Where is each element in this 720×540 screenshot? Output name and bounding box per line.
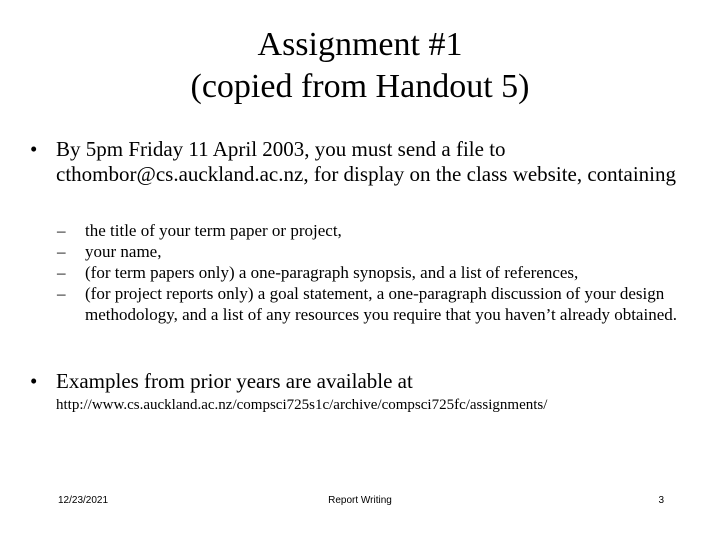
bullet-text: Examples from prior years are available at (56, 369, 413, 393)
dash-icon: – (57, 284, 66, 303)
bullet-icon: • (30, 369, 38, 393)
sub-bullet-text: your name, (85, 242, 162, 261)
bullet-text: By 5pm Friday 11 April 2003, you must send a file to cthombor@cs.auckland.ac.nz, for display on the class website, containing (56, 137, 676, 186)
title-line-2: (copied from Handout 5) (190, 68, 530, 105)
examples-url-link[interactable]: http://www.cs.auckland.ac.nz/compsci725s1c/archive/compsci725fc/assignments/ (56, 397, 548, 413)
dash-icon: – (57, 242, 66, 261)
sub-bullet-text: the title of your term paper or project, (85, 221, 342, 240)
slide-title (0, 24, 720, 108)
sub-bullet-text: (for project reports only) a goal statement, a one-paragraph discussion of your design methodology, and a list of any resources you require that you haven’t already obtained. (85, 284, 677, 324)
sub-bullet-item (57, 220, 687, 241)
dash-icon: – (57, 221, 66, 240)
sub-bullet-item (57, 262, 687, 283)
bullet-item-submission (30, 137, 700, 187)
sub-bullet-item (57, 241, 687, 262)
footer-date: 12/23/2021 (58, 495, 109, 506)
sub-bullet-text: (for term papers only) a one-paragraph synopsis, and a list of references, (85, 263, 579, 282)
title-line-1: Assignment #1 (257, 26, 463, 63)
dash-icon: – (57, 263, 66, 282)
bullet-item-examples (30, 369, 700, 394)
footer-title: Report Writing (328, 495, 392, 506)
bullet-icon: • (30, 137, 38, 161)
sub-bullet-item (57, 283, 687, 325)
sub-bullet-list (57, 220, 687, 325)
footer-page-number: 3 (658, 495, 664, 506)
